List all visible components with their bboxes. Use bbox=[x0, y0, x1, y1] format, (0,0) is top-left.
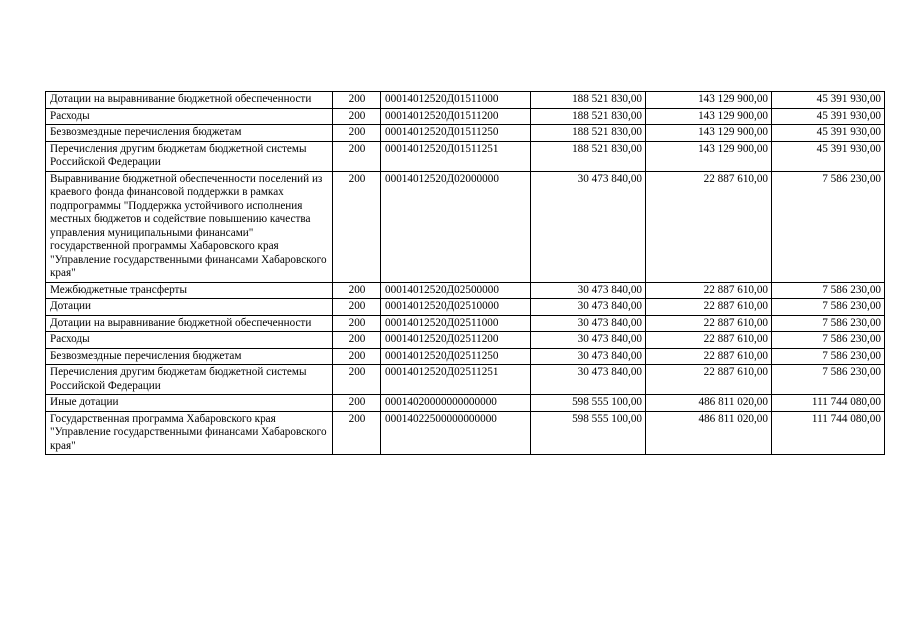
row-value-3-cell: 7 586 230,00 bbox=[772, 299, 885, 316]
row-name-cell: Дотации на выравнивание бюджетной обеспеченности bbox=[46, 92, 333, 109]
row-value-1-cell: 188 521 830,00 bbox=[531, 108, 646, 125]
row-name-cell: Перечисления другим бюджетам бюджетной системы Российской Федерации bbox=[46, 365, 333, 395]
row-name-cell: Дотации на выравнивание бюджетной обеспеченности bbox=[46, 315, 333, 332]
row-csr-cell: 00014012520Д01511200 bbox=[381, 108, 531, 125]
budget-table-body bbox=[46, 92, 885, 455]
row-name-cell: Безвозмездные перечисления бюджетам bbox=[46, 348, 333, 365]
row-name-cell: Межбюджетные трансферты bbox=[46, 282, 333, 299]
table-row bbox=[46, 365, 885, 395]
row-value-3-cell: 45 391 930,00 bbox=[772, 125, 885, 142]
row-value-2-cell: 22 887 610,00 bbox=[646, 348, 772, 365]
row-value-2-cell: 143 129 900,00 bbox=[646, 141, 772, 171]
row-code-cell: 200 bbox=[333, 108, 381, 125]
row-name-cell: Безвозмездные перечисления бюджетам bbox=[46, 125, 333, 142]
row-value-2-cell: 22 887 610,00 bbox=[646, 171, 772, 282]
row-code-cell: 200 bbox=[333, 332, 381, 349]
row-csr-cell: 00014012520Д02511000 bbox=[381, 315, 531, 332]
row-value-3-cell: 7 586 230,00 bbox=[772, 332, 885, 349]
row-value-3-cell: 45 391 930,00 bbox=[772, 108, 885, 125]
table-row bbox=[46, 395, 885, 412]
row-value-1-cell: 188 521 830,00 bbox=[531, 125, 646, 142]
table-row bbox=[46, 282, 885, 299]
table-row bbox=[46, 108, 885, 125]
row-value-1-cell: 598 555 100,00 bbox=[531, 411, 646, 455]
row-value-2-cell: 22 887 610,00 bbox=[646, 282, 772, 299]
table-row bbox=[46, 315, 885, 332]
row-value-3-cell: 111 744 080,00 bbox=[772, 395, 885, 412]
row-code-cell: 200 bbox=[333, 125, 381, 142]
row-value-2-cell: 22 887 610,00 bbox=[646, 315, 772, 332]
row-code-cell: 200 bbox=[333, 365, 381, 395]
row-value-1-cell: 30 473 840,00 bbox=[531, 348, 646, 365]
row-value-1-cell: 598 555 100,00 bbox=[531, 395, 646, 412]
row-name-cell: Расходы bbox=[46, 108, 333, 125]
row-name-cell: Иные дотации bbox=[46, 395, 333, 412]
row-value-1-cell: 30 473 840,00 bbox=[531, 171, 646, 282]
row-value-3-cell: 7 586 230,00 bbox=[772, 171, 885, 282]
row-value-1-cell: 30 473 840,00 bbox=[531, 365, 646, 395]
row-value-1-cell: 30 473 840,00 bbox=[531, 299, 646, 316]
row-csr-cell: 00014012520Д01511250 bbox=[381, 125, 531, 142]
row-value-2-cell: 143 129 900,00 bbox=[646, 125, 772, 142]
table-row bbox=[46, 171, 885, 282]
row-csr-cell: 00014020000000000000 bbox=[381, 395, 531, 412]
row-value-3-cell: 111 744 080,00 bbox=[772, 411, 885, 455]
table-row bbox=[46, 348, 885, 365]
row-csr-cell: 00014012520Д02511250 bbox=[381, 348, 531, 365]
row-csr-cell: 00014012520Д02500000 bbox=[381, 282, 531, 299]
row-value-2-cell: 486 811 020,00 bbox=[646, 411, 772, 455]
row-name-cell: Дотации bbox=[46, 299, 333, 316]
row-csr-cell: 00014012520Д02000000 bbox=[381, 171, 531, 282]
row-value-1-cell: 30 473 840,00 bbox=[531, 332, 646, 349]
row-code-cell: 200 bbox=[333, 411, 381, 455]
row-name-cell: Выравнивание бюджетной обеспеченности поселений из краевого фонда финансовой поддержки в рамках подпрограммы "Поддержка устойчивого исполнения местных бюджетов и содействие повышению качества управления муниципальными финансами" государственной программы Хабаровского края "Управление государственными финансами Хабаровского края" bbox=[46, 171, 333, 282]
row-value-2-cell: 22 887 610,00 bbox=[646, 365, 772, 395]
table-row bbox=[46, 92, 885, 109]
row-value-1-cell: 30 473 840,00 bbox=[531, 315, 646, 332]
row-name-cell: Государственная программа Хабаровского края "Управление государственными финансами Хабаровского края" bbox=[46, 411, 333, 455]
row-value-3-cell: 45 391 930,00 bbox=[772, 141, 885, 171]
row-code-cell: 200 bbox=[333, 141, 381, 171]
row-code-cell: 200 bbox=[333, 299, 381, 316]
row-value-3-cell: 7 586 230,00 bbox=[772, 348, 885, 365]
table-row bbox=[46, 411, 885, 455]
row-value-1-cell: 188 521 830,00 bbox=[531, 92, 646, 109]
row-csr-cell: 00014012520Д02511200 bbox=[381, 332, 531, 349]
row-value-3-cell: 45 391 930,00 bbox=[772, 92, 885, 109]
row-code-cell: 200 bbox=[333, 395, 381, 412]
table-row bbox=[46, 125, 885, 142]
row-csr-cell: 00014012520Д02511251 bbox=[381, 365, 531, 395]
budget-table bbox=[45, 91, 885, 455]
row-value-2-cell: 143 129 900,00 bbox=[646, 92, 772, 109]
row-code-cell: 200 bbox=[333, 315, 381, 332]
row-value-3-cell: 7 586 230,00 bbox=[772, 365, 885, 395]
row-csr-cell: 00014012520Д01511000 bbox=[381, 92, 531, 109]
table-row bbox=[46, 332, 885, 349]
row-value-2-cell: 143 129 900,00 bbox=[646, 108, 772, 125]
row-code-cell: 200 bbox=[333, 92, 381, 109]
row-value-3-cell: 7 586 230,00 bbox=[772, 315, 885, 332]
row-value-2-cell: 22 887 610,00 bbox=[646, 332, 772, 349]
row-name-cell: Расходы bbox=[46, 332, 333, 349]
row-value-2-cell: 22 887 610,00 bbox=[646, 299, 772, 316]
row-value-2-cell: 486 811 020,00 bbox=[646, 395, 772, 412]
row-code-cell: 200 bbox=[333, 171, 381, 282]
row-csr-cell: 00014012520Д02510000 bbox=[381, 299, 531, 316]
row-value-3-cell: 7 586 230,00 bbox=[772, 282, 885, 299]
table-row bbox=[46, 141, 885, 171]
row-name-cell: Перечисления другим бюджетам бюджетной системы Российской Федерации bbox=[46, 141, 333, 171]
row-code-cell: 200 bbox=[333, 348, 381, 365]
row-code-cell: 200 bbox=[333, 282, 381, 299]
table-row bbox=[46, 299, 885, 316]
row-csr-cell: 00014022500000000000 bbox=[381, 411, 531, 455]
row-value-1-cell: 188 521 830,00 bbox=[531, 141, 646, 171]
row-csr-cell: 00014012520Д01511251 bbox=[381, 141, 531, 171]
row-value-1-cell: 30 473 840,00 bbox=[531, 282, 646, 299]
